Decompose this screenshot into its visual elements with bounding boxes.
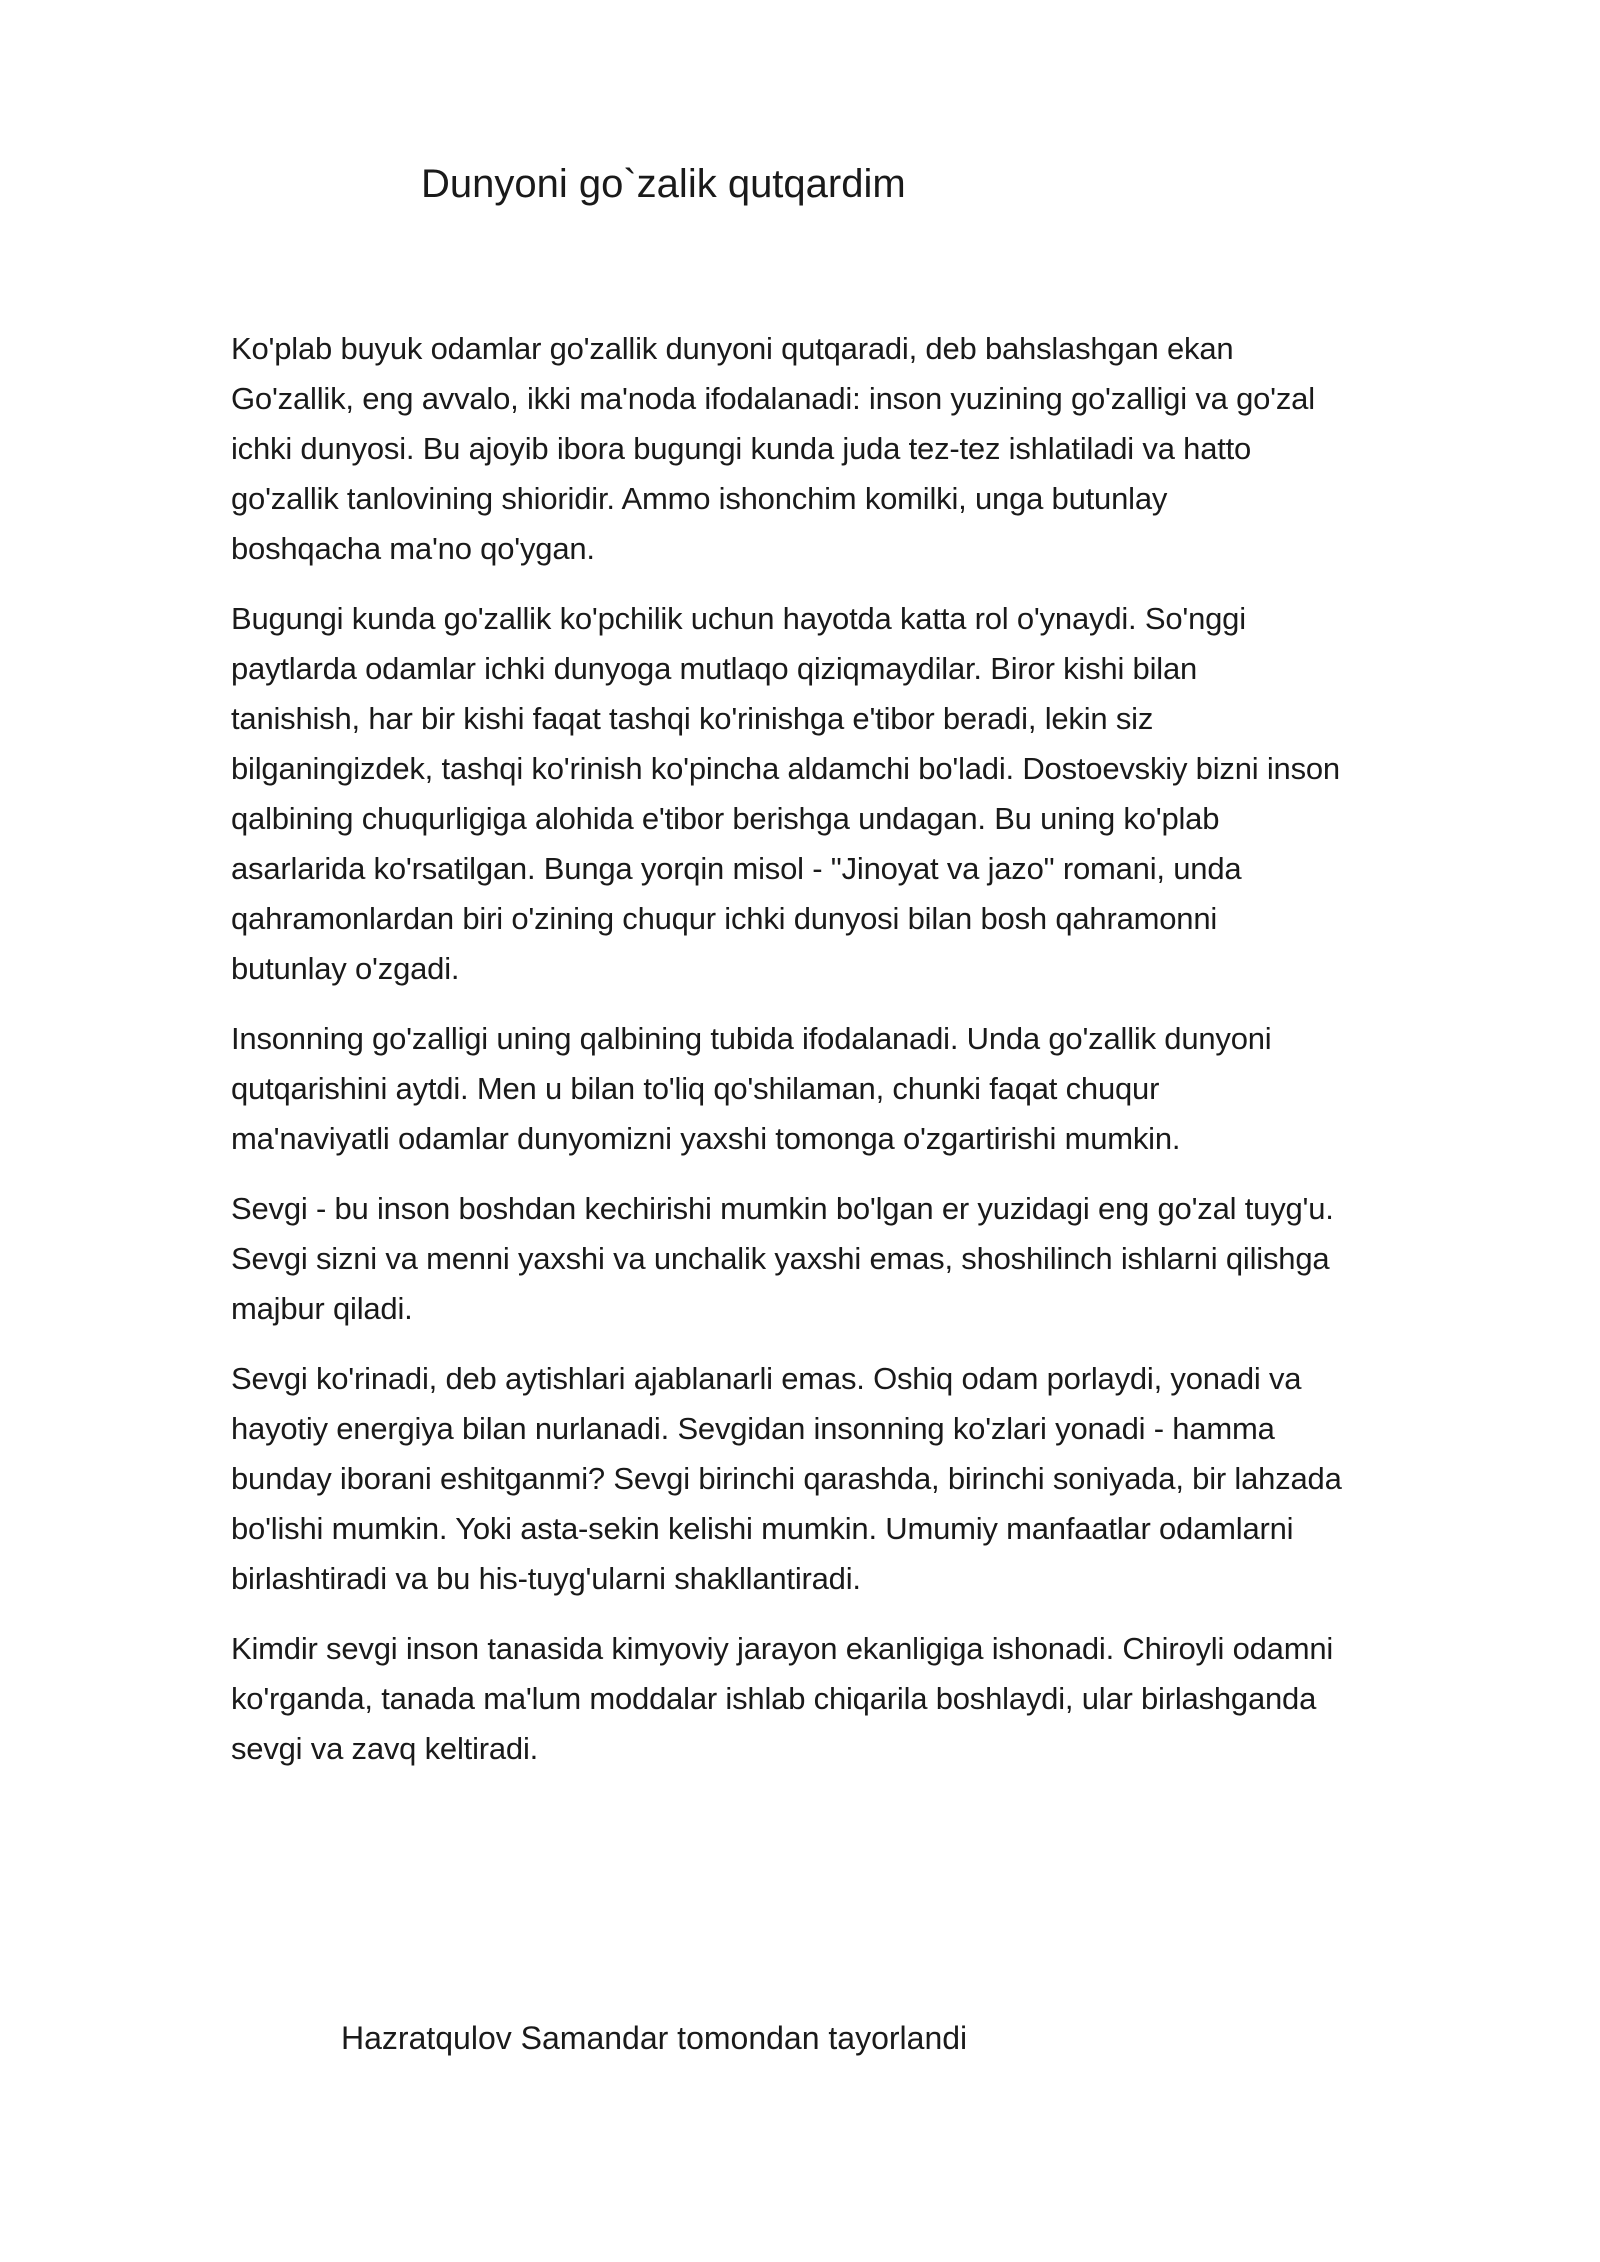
text-line: butunlay o'zgadi. <box>231 951 460 986</box>
text-line: birlashtiradi va bu his-tuyg'ularni shakllantiradi. <box>231 1561 861 1596</box>
body-paragraph <box>231 1184 1531 1334</box>
text-line: tanishish, har bir kishi faqat tashqi ko'rinishga e'tibor beradi, lekin siz <box>231 701 1154 736</box>
text-line: ko'rganda, tanada ma'lum moddalar ishlab chiqarila boshlaydi, ular birlashganda <box>231 1681 1317 1716</box>
text-line: Sevgi ko'rinadi, deb aytishlari ajablanarli emas. Oshiq odam porlaydi, yonadi va <box>231 1361 1302 1396</box>
text-line: bunday iborani eshitganmi? Sevgi birinchi qarashda, birinchi soniyada, bir lahzada <box>231 1461 1342 1496</box>
text-line: boshqacha ma'no qo'ygan. <box>231 531 595 566</box>
text-line: Ko'plab buyuk odamlar go'zallik dunyoni qutqaradi, deb bahslashgan ekan <box>231 331 1234 366</box>
document-body <box>231 324 1531 1794</box>
body-paragraph <box>231 324 1531 574</box>
text-line: qahramonlardan biri o'zining chuqur ichki dunyosi bilan bosh qahramonni <box>231 901 1218 936</box>
text-line: Bugungi kunda go'zallik ko'pchilik uchun hayotda katta rol o'ynaydi. So'nggi <box>231 601 1246 636</box>
text-line: hayotiy energiya bilan nurlanadi. Sevgidan insonning ko'zlari yonadi - hamma <box>231 1411 1275 1446</box>
body-paragraph <box>231 594 1531 994</box>
body-paragraph <box>231 1354 1531 1604</box>
text-line: majbur qiladi. <box>231 1291 413 1326</box>
text-line: paytlarda odamlar ichki dunyoga mutlaqo qiziqmaydilar. Biror kishi bilan <box>231 651 1198 686</box>
text-line: qalbining chuqurligiga alohida e'tibor berishga undagan. Bu uning ko'plab <box>231 801 1220 836</box>
text-line: qutqarishini aytdi. Men u bilan to'liq qo'shilaman, chunki faqat chuqur <box>231 1071 1160 1106</box>
text-line: Insonning go'zalligi uning qalbining tubida ifodalanadi. Unda go'zallik dunyoni <box>231 1021 1272 1056</box>
text-line: go'zallik tanlovining shioridir. Ammo ishonchim komilki, unga butunlay <box>231 481 1168 516</box>
text-line: ichki dunyosi. Bu ajoyib ibora bugungi kunda juda tez-tez ishlatiladi va hatto <box>231 431 1252 466</box>
text-line: bo'lishi mumkin. Yoki asta-sekin kelishi mumkin. Umumiy manfaatlar odamlarni <box>231 1511 1294 1546</box>
body-paragraph <box>231 1014 1531 1164</box>
text-line: ma'naviyatli odamlar dunyomizni yaxshi tomonga o'zgartirishi mumkin. <box>231 1121 1181 1156</box>
text-line: asarlarida ko'rsatilgan. Bunga yorqin misol - "Jinoyat va jazo" romani, unda <box>231 851 1242 886</box>
text-line: Kimdir sevgi inson tanasida kimyoviy jarayon ekanligiga ishonadi. Chiroyli odamni <box>231 1631 1334 1666</box>
text-line: Sevgi - bu inson boshdan kechirishi mumkin bo'lgan er yuzidagi eng go'zal tuyg'u. <box>231 1191 1334 1226</box>
text-line: sevgi va zavq keltiradi. <box>231 1731 539 1766</box>
text-line: Go'zallik, eng avvalo, ikki ma'noda ifodalanadi: inson yuzining go'zalligi va go'zal <box>231 381 1315 416</box>
document-title: Dunyoni go`zalik qutqardim <box>421 162 906 206</box>
text-line: Sevgi sizni va menni yaxshi va unchalik yaxshi emas, shoshilinch ishlarni qilishga <box>231 1241 1330 1276</box>
text-line: bilganingizdek, tashqi ko'rinish ko'pincha aldamchi bo'ladi. Dostoevskiy bizni inson <box>231 751 1340 786</box>
author-signature: Hazratqulov Samandar tomondan tayorlandi <box>341 2020 968 2056</box>
body-paragraph <box>231 1624 1531 1774</box>
